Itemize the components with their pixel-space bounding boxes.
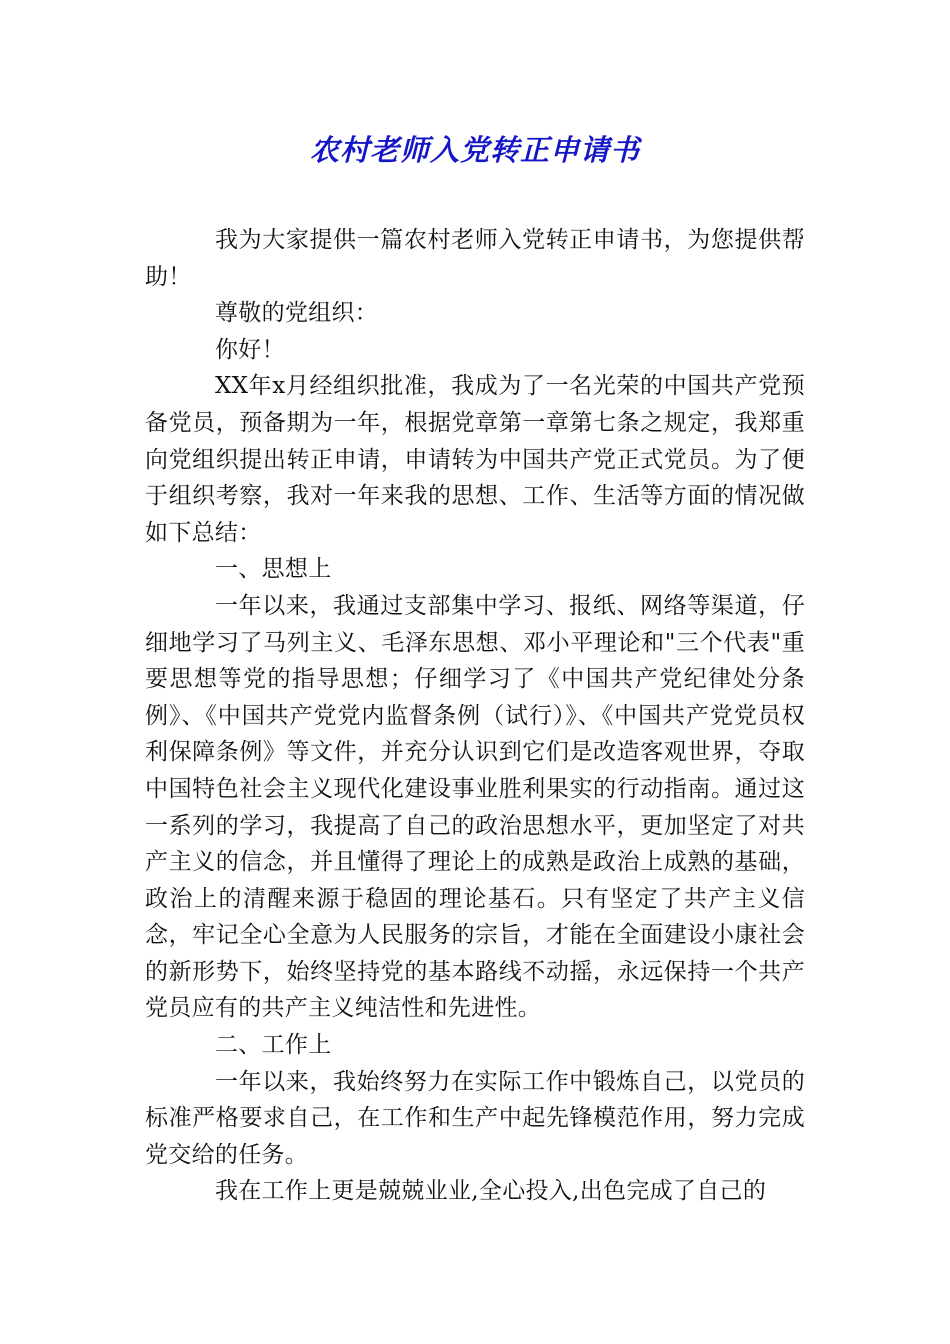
work-paragraph-continued: 我在工作上更是兢兢业业,全心投入,出色完成了自己的 bbox=[215, 1178, 767, 1205]
section-heading-thought: 一、思想上 bbox=[215, 556, 332, 583]
salutation: 尊敬的党组织： bbox=[215, 300, 379, 327]
section-heading-work: 二、工作上 bbox=[215, 1032, 332, 1059]
intro-paragraph: 我为大家提供一篇农村老师入党转正申请书，为您提供帮助！ bbox=[145, 227, 805, 290]
greeting: 你好！ bbox=[215, 336, 285, 363]
work-paragraph: 一年以来，我始终努力在实际工作中锻炼自己，以党员的标准严格要求自己，在工作和生产中起先锋模范作用，努力完成党交给的任务。 bbox=[145, 1068, 805, 1168]
document-title: 农村老师入党转正申请书 bbox=[309, 133, 640, 167]
document-body bbox=[145, 222, 805, 1210]
thought-paragraph: 一年以来，我通过支部集中学习、报纸、网络等渠道，仔细地学习了马列主义、毛泽东思想、邓小平理论和"三个代表"重要思想等党的指导思想；仔细学习了《中国共产党纪律处分条例》、《中国共产党党内监督条例（试行）》、《中国共产党党员权利保障条例》等文件，并充分认识到它们是改造客观世界，夺取中国特色社会主义现代化建设事业胜利果实的行动指南。通过这一系列的学习，我提高了自己的政治思想水平，更加坚定了对共产主义的信念，并且懂得了理论上的成熟是政治上成熟的基础，政治上的清醒来源于稳固的理论基石。只有坚定了共产主义信念，牢记全心全意为人民服务的宗旨，才能在全面建设小康社会的新形势下，始终坚持党的基本路线不动摇，永远保持一个共产党员应有的共产主义纯洁性和先进性。 bbox=[145, 592, 805, 1022]
opening-paragraph: XX年x月经组织批准，我成为了一名光荣的中国共产党预备党员，预备期为一年，根据党章第一章第七条之规定，我郑重向党组织提出转正申请，申请转为中国共产党正式党员。为了便于组织考察，我对一年来我的思想、工作、生活等方面的情况做如下总结： bbox=[145, 373, 805, 546]
